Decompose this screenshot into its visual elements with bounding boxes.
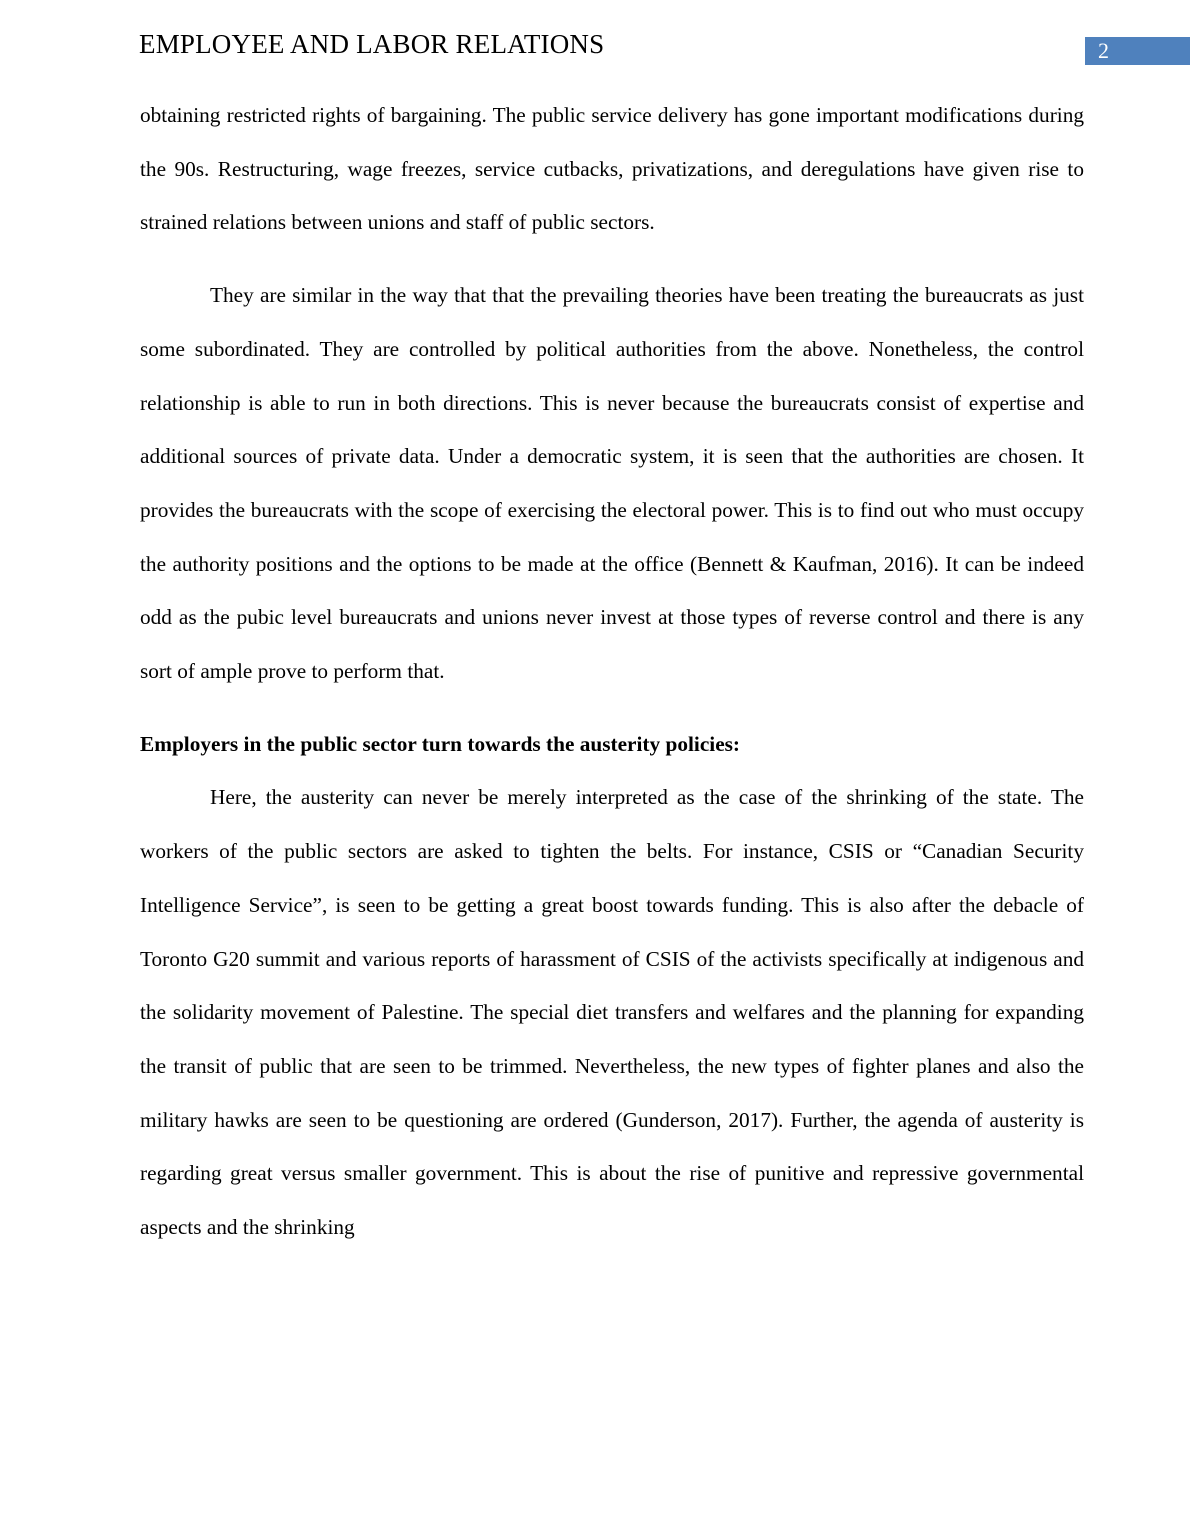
page-number: 2: [1098, 38, 1109, 63]
paragraph-continuation: obtaining restricted rights of bargaining. The public service delivery has gone important modifications during the 90s. Restructuring, wage freezes, service cutbacks, privatizations, and deregulations have given rise to strained relations between unions and staff of public sectors.: [140, 103, 1084, 235]
paragraph-bureaucrats: They are similar in the way that that the prevailing theories have been treating the bureaucrats as just some subordinated. They are controlled by political authorities from the above. Nonetheless, the control relationship is able to run in both directions. This is never because the bureaucrats consist of expertise and additional sources of private data. Under a democratic system, it is seen that the authorities are chosen. It provides the bureaucrats with the scope of exercising the electoral power. This is to find out who must occupy the authority positions and the options to be made at the office (Bennett & Kaufman, 2016). It can be indeed odd as the pubic level bureaucrats and unions never invest at those types of reverse control and there is any sort of ample prove to perform that.: [140, 283, 1084, 684]
paragraph-austerity: Here, the austerity can never be merely interpreted as the case of the shrinking of the state. The workers of the public sectors are asked to tighten the belts. For instance, CSIS or “Canadian Security Intelligence Service”, is seen to be getting a great boost towards funding. This is also after the debacle of Toronto G20 summit and various reports of harassment of CSIS of the activists specifically at indigenous and the solidarity movement of Palestine. The special diet transfers and welfares and the planning for expanding the transit of public that are seen to be trimmed. Nevertheless, the new types of fighter planes and also the military hawks are seen to be questioning are ordered (Gunderson, 2017). Further, the agenda of austerity is regarding great versus smaller government. This is about the rise of punitive and repressive governmental aspects and the shrinking: [140, 785, 1084, 1240]
document-body: [140, 89, 1084, 1255]
section-heading: Employers in the public sector turn towards the austerity policies:: [140, 731, 741, 756]
page-number-badge: [1085, 37, 1190, 65]
running-head: EMPLOYEE AND LABOR RELATIONS: [139, 29, 605, 59]
